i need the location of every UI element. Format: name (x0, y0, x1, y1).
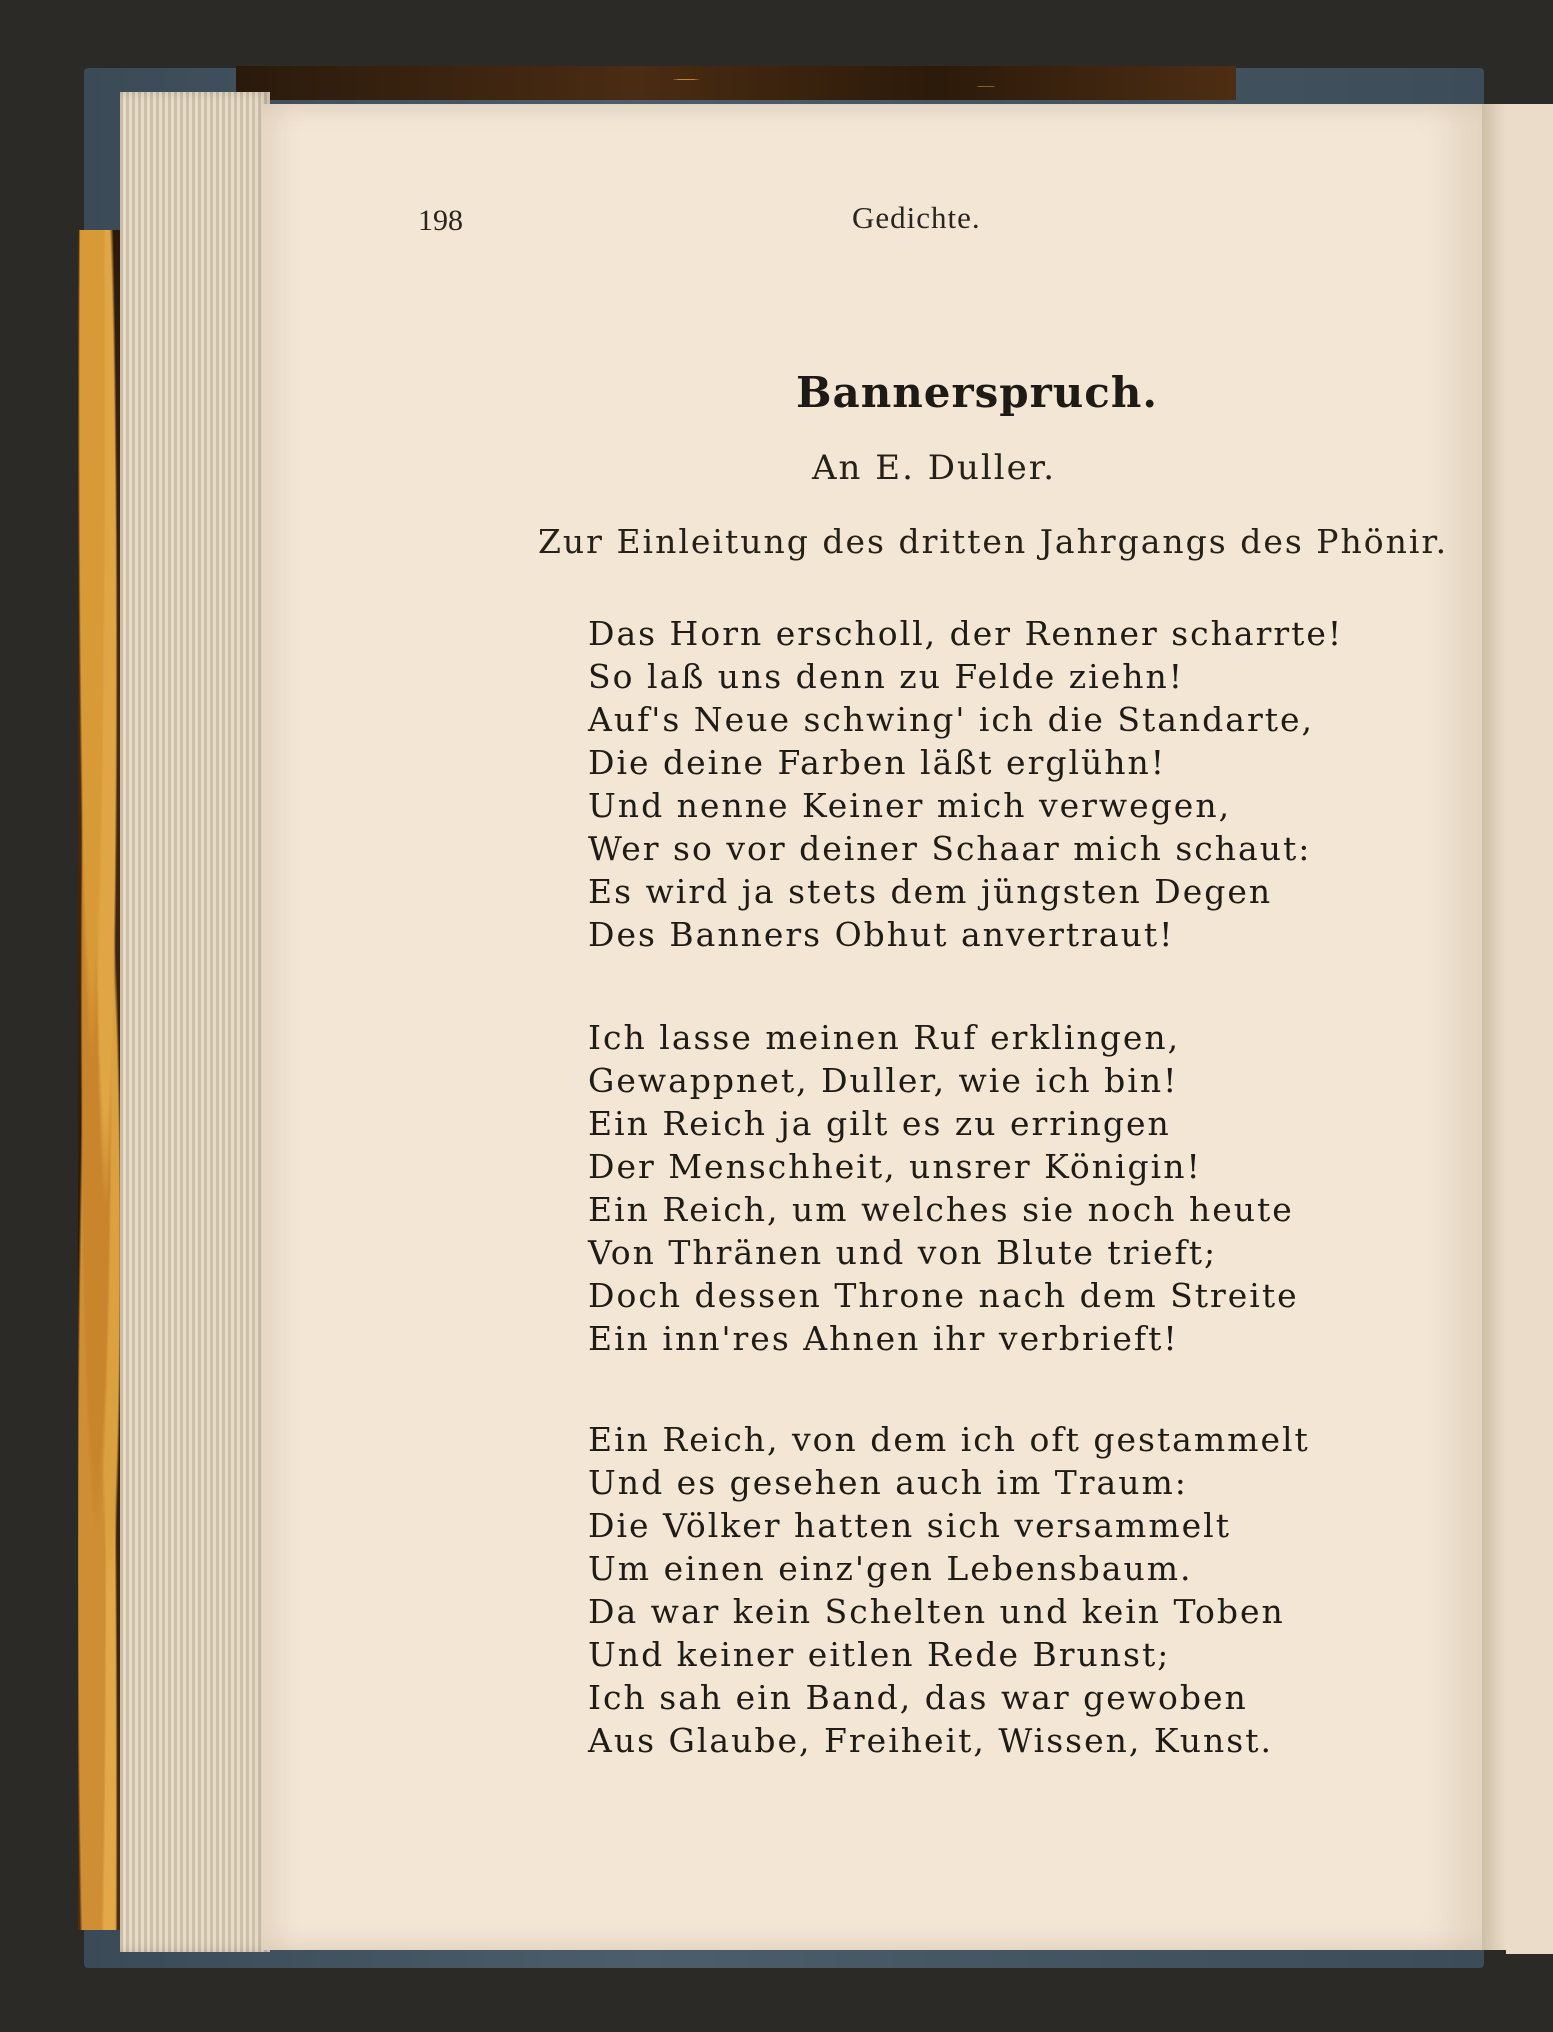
poem-subtitle: Zur Einleitung des dritten Jahrgangs des Phönir. (538, 522, 1449, 561)
verse-line: Ein inn'res Ahnen ihr verbrieft! (588, 1319, 1179, 1358)
verse-line: Und es gesehen auch im Traum: (588, 1463, 1188, 1502)
verse-line: Der Menschheit, unsrer Königin! (588, 1147, 1202, 1186)
verse-line: Die deine Farben läßt erglühn! (588, 743, 1167, 782)
verse-line: So laß uns denn zu Felde ziehn! (588, 657, 1184, 696)
verse-line: Und nenne Keiner mich verwegen, (588, 786, 1232, 825)
poem-stanza-2 (588, 1016, 1299, 1360)
verse-line: Ein Reich, um welches sie noch heute (588, 1190, 1294, 1229)
running-head: Gedichte. (852, 200, 981, 235)
facing-page (1506, 104, 1553, 1954)
verse-line: Ich sah ein Band, das war gewoben (588, 1678, 1248, 1717)
verse-line: Ein Reich ja gilt es zu erringen (588, 1104, 1171, 1143)
poem-stanza-1 (588, 612, 1343, 956)
verse-line: Des Banners Obhut anvertraut! (588, 915, 1175, 954)
verse-line: Gewappnet, Duller, wie ich bin! (588, 1061, 1179, 1100)
verse-line: Ein Reich, von dem ich oft gestammelt (588, 1420, 1310, 1459)
verse-line: Wer so vor deiner Schaar mich schaut: (588, 829, 1312, 868)
poem-stanza-3 (588, 1418, 1310, 1762)
verse-line: Und keiner eitlen Rede Brunst; (588, 1635, 1171, 1674)
verse-line: Auf's Neue schwing' ich die Standarte, (588, 700, 1315, 739)
verse-line: Da war kein Schelten und kein Toben (588, 1592, 1285, 1631)
verse-line: Das Horn erscholl, der Renner scharrte! (588, 614, 1344, 653)
marbled-cover-edge (78, 230, 124, 1930)
poem-title: Bannerspruch. (796, 368, 1159, 417)
verse-line: Um einen einz'gen Lebensbaum. (588, 1549, 1193, 1588)
poem-dedication: An E. Duller. (812, 448, 1057, 488)
verse-line: Ich lasse meinen Ruf erklingen, (588, 1018, 1181, 1057)
page-number: 198 (418, 204, 463, 237)
verse-line: Es wird ja stets dem jüngsten Degen (588, 872, 1273, 911)
verse-line: Doch dessen Throne nach dem Streite (588, 1276, 1299, 1315)
verse-line: Aus Glaube, Freiheit, Wissen, Kunst. (588, 1721, 1273, 1760)
book-gutter (1478, 104, 1506, 1950)
verse-line: Von Thränen und von Blute trieft; (588, 1233, 1218, 1272)
page-edges (120, 92, 270, 1952)
marbled-cover-top (236, 66, 1236, 100)
verse-line: Die Völker hatten sich versammelt (588, 1506, 1231, 1545)
